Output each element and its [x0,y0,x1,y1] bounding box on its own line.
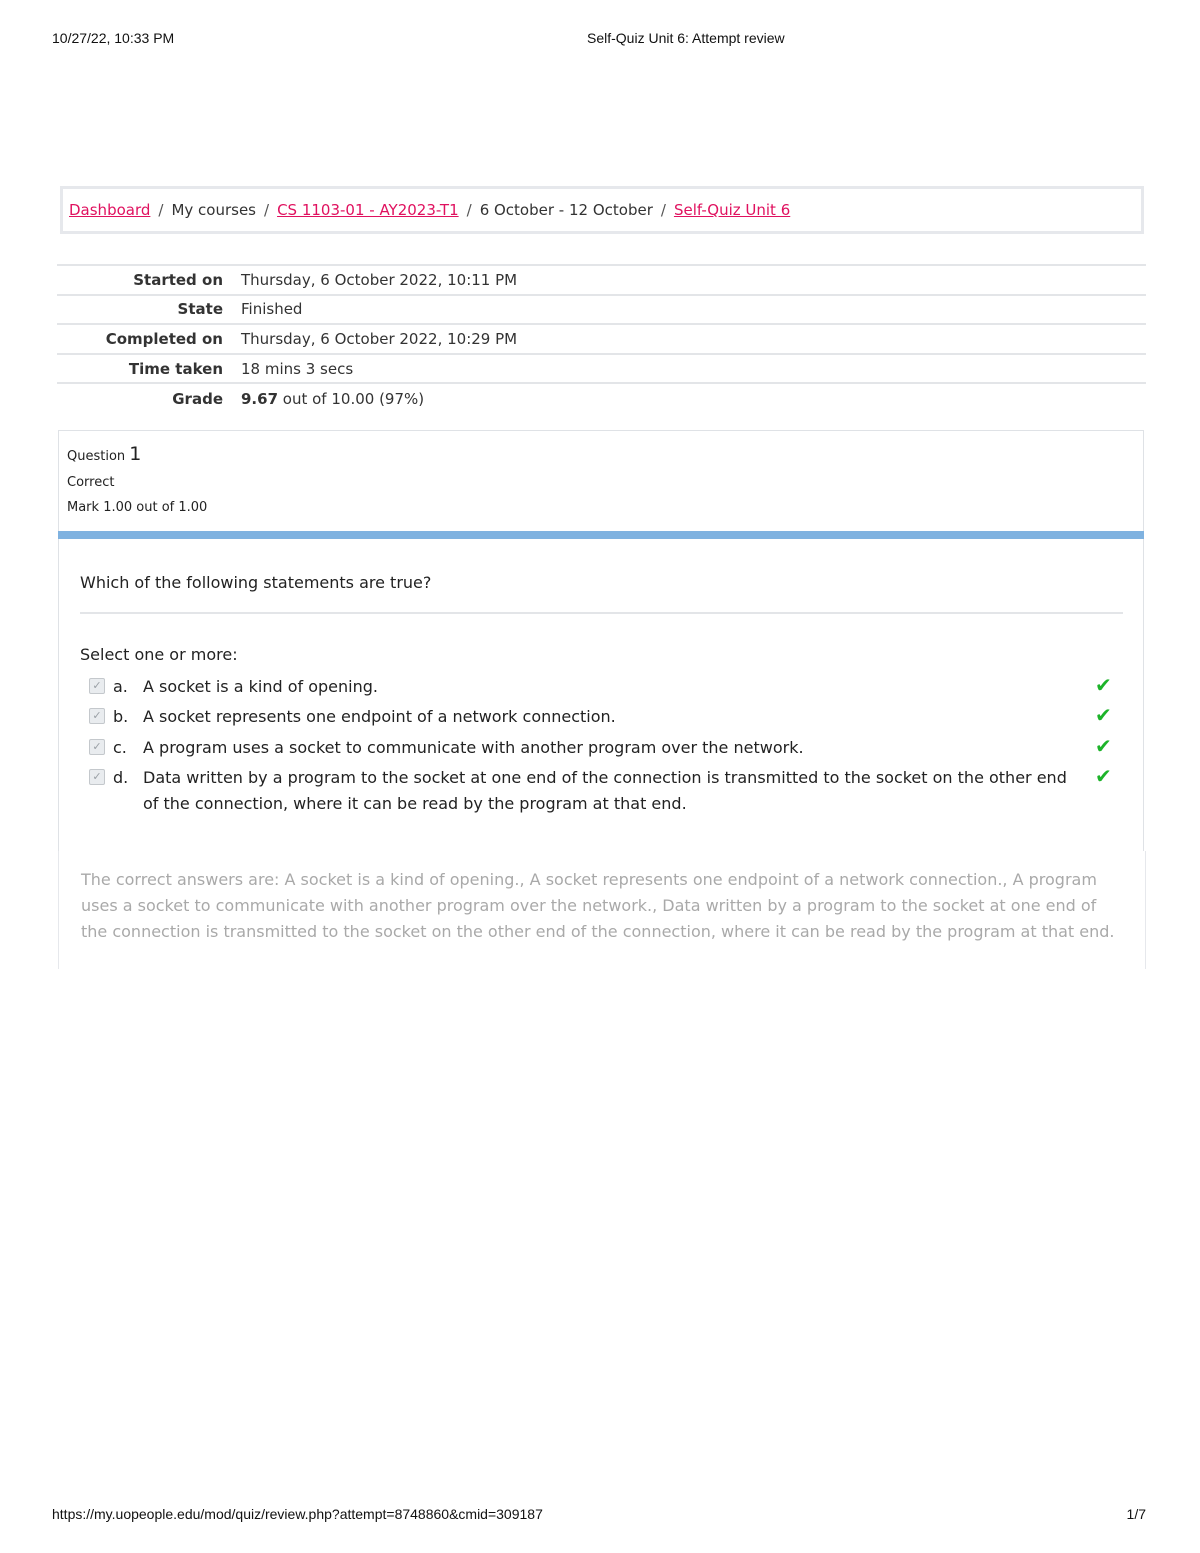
question-body [58,539,1144,851]
summary-row-time [57,354,1146,384]
grade-rest: out of 10.00 (97%) [282,389,425,408]
print-datetime: 10/27/22, 10:33 PM [52,30,175,46]
breadcrumb-separator: / [158,201,164,219]
attempt-summary-table [57,264,1146,413]
summary-row-state [57,295,1146,325]
correct-check-icon: ✔ [1095,734,1112,758]
print-page-number: 1/7 [1126,1506,1146,1522]
breadcrumb-separator: / [660,201,666,219]
correct-check-icon: ✔ [1095,703,1112,727]
option-letter: c. [113,738,127,757]
summary-value: 18 mins 3 secs [241,359,354,378]
option-text: A socket is a kind of opening. [143,677,378,696]
correct-answers-feedback: The correct answers are: A socket is a kind of opening., A socket represents one endpoint of a network connection., A program uses a socket to communicate with another program over the network., Data written by a program to the socket at one end of the connection is transmitted to the socket on the other end of the connection, where it can be read by the program at that end. [58,851,1146,969]
breadcrumb-my-courses: My courses [171,201,256,219]
breadcrumb-separator: / [466,201,472,219]
correct-check-icon: ✔ [1095,673,1112,697]
summary-value: Finished [241,300,303,319]
question-mark: Mark 1.00 out of 1.00 [67,500,208,515]
answer-checkbox[interactable]: ✓ [89,769,105,785]
summary-label: Grade [172,389,223,408]
question-divider [80,612,1123,614]
option-letter: b. [113,707,129,726]
summary-value: Thursday, 6 October 2022, 10:11 PM [241,270,518,289]
answer-checkbox[interactable]: ✓ [89,739,105,755]
option-text: A socket represents one endpoint of a network connection. [143,707,616,726]
print-url: https://my.uopeople.edu/mod/quiz/review.php?attempt=8748860&cmid=309187 [52,1506,543,1522]
option-text: Data written by a program to the socket at one end of the connection is transmitted to the socket on the other end of the connection, where it can be read by the program at that end. [143,768,1067,813]
summary-value: Thursday, 6 October 2022, 10:29 PM [241,329,518,348]
summary-row-started [57,265,1146,295]
question-info [58,430,1144,532]
breadcrumb-dashboard-link[interactable]: Dashboard [69,201,151,219]
breadcrumb-quiz-link[interactable]: Self-Quiz Unit 6 [673,201,791,219]
question-status: Correct [67,475,115,490]
question-accent-bar [58,531,1144,539]
summary-row-grade [57,383,1146,413]
breadcrumb-separator: / [264,201,270,219]
option-letter: a. [113,677,128,696]
correct-check-icon: ✔ [1095,764,1112,788]
summary-row-completed [57,324,1146,354]
question-number [67,443,1143,465]
grade-value [241,383,1146,413]
question-text: Which of the following statements are true? [80,573,432,592]
answer-checkbox[interactable]: ✓ [89,678,105,694]
answer-checkbox[interactable]: ✓ [89,708,105,724]
option-text: A program uses a socket to communicate with another program over the network. [143,738,804,757]
question-label: Question [67,449,126,464]
breadcrumb [60,186,1144,234]
breadcrumb-course-link[interactable]: CS 1103-01 - AY2023-T1 [277,201,459,219]
summary-label: Completed on [105,329,223,348]
print-title: Self-Quiz Unit 6: Attempt review [587,30,785,46]
summary-label: Started on [133,270,223,289]
summary-label: Time taken [128,359,223,378]
question-number-value: 1 [129,443,142,465]
summary-label: State [177,300,223,319]
breadcrumb-week: 6 October - 12 October [479,201,653,219]
grade-score: 9.67 [241,389,279,408]
answer-prompt: Select one or more: [80,645,238,664]
option-letter: d. [113,768,129,787]
